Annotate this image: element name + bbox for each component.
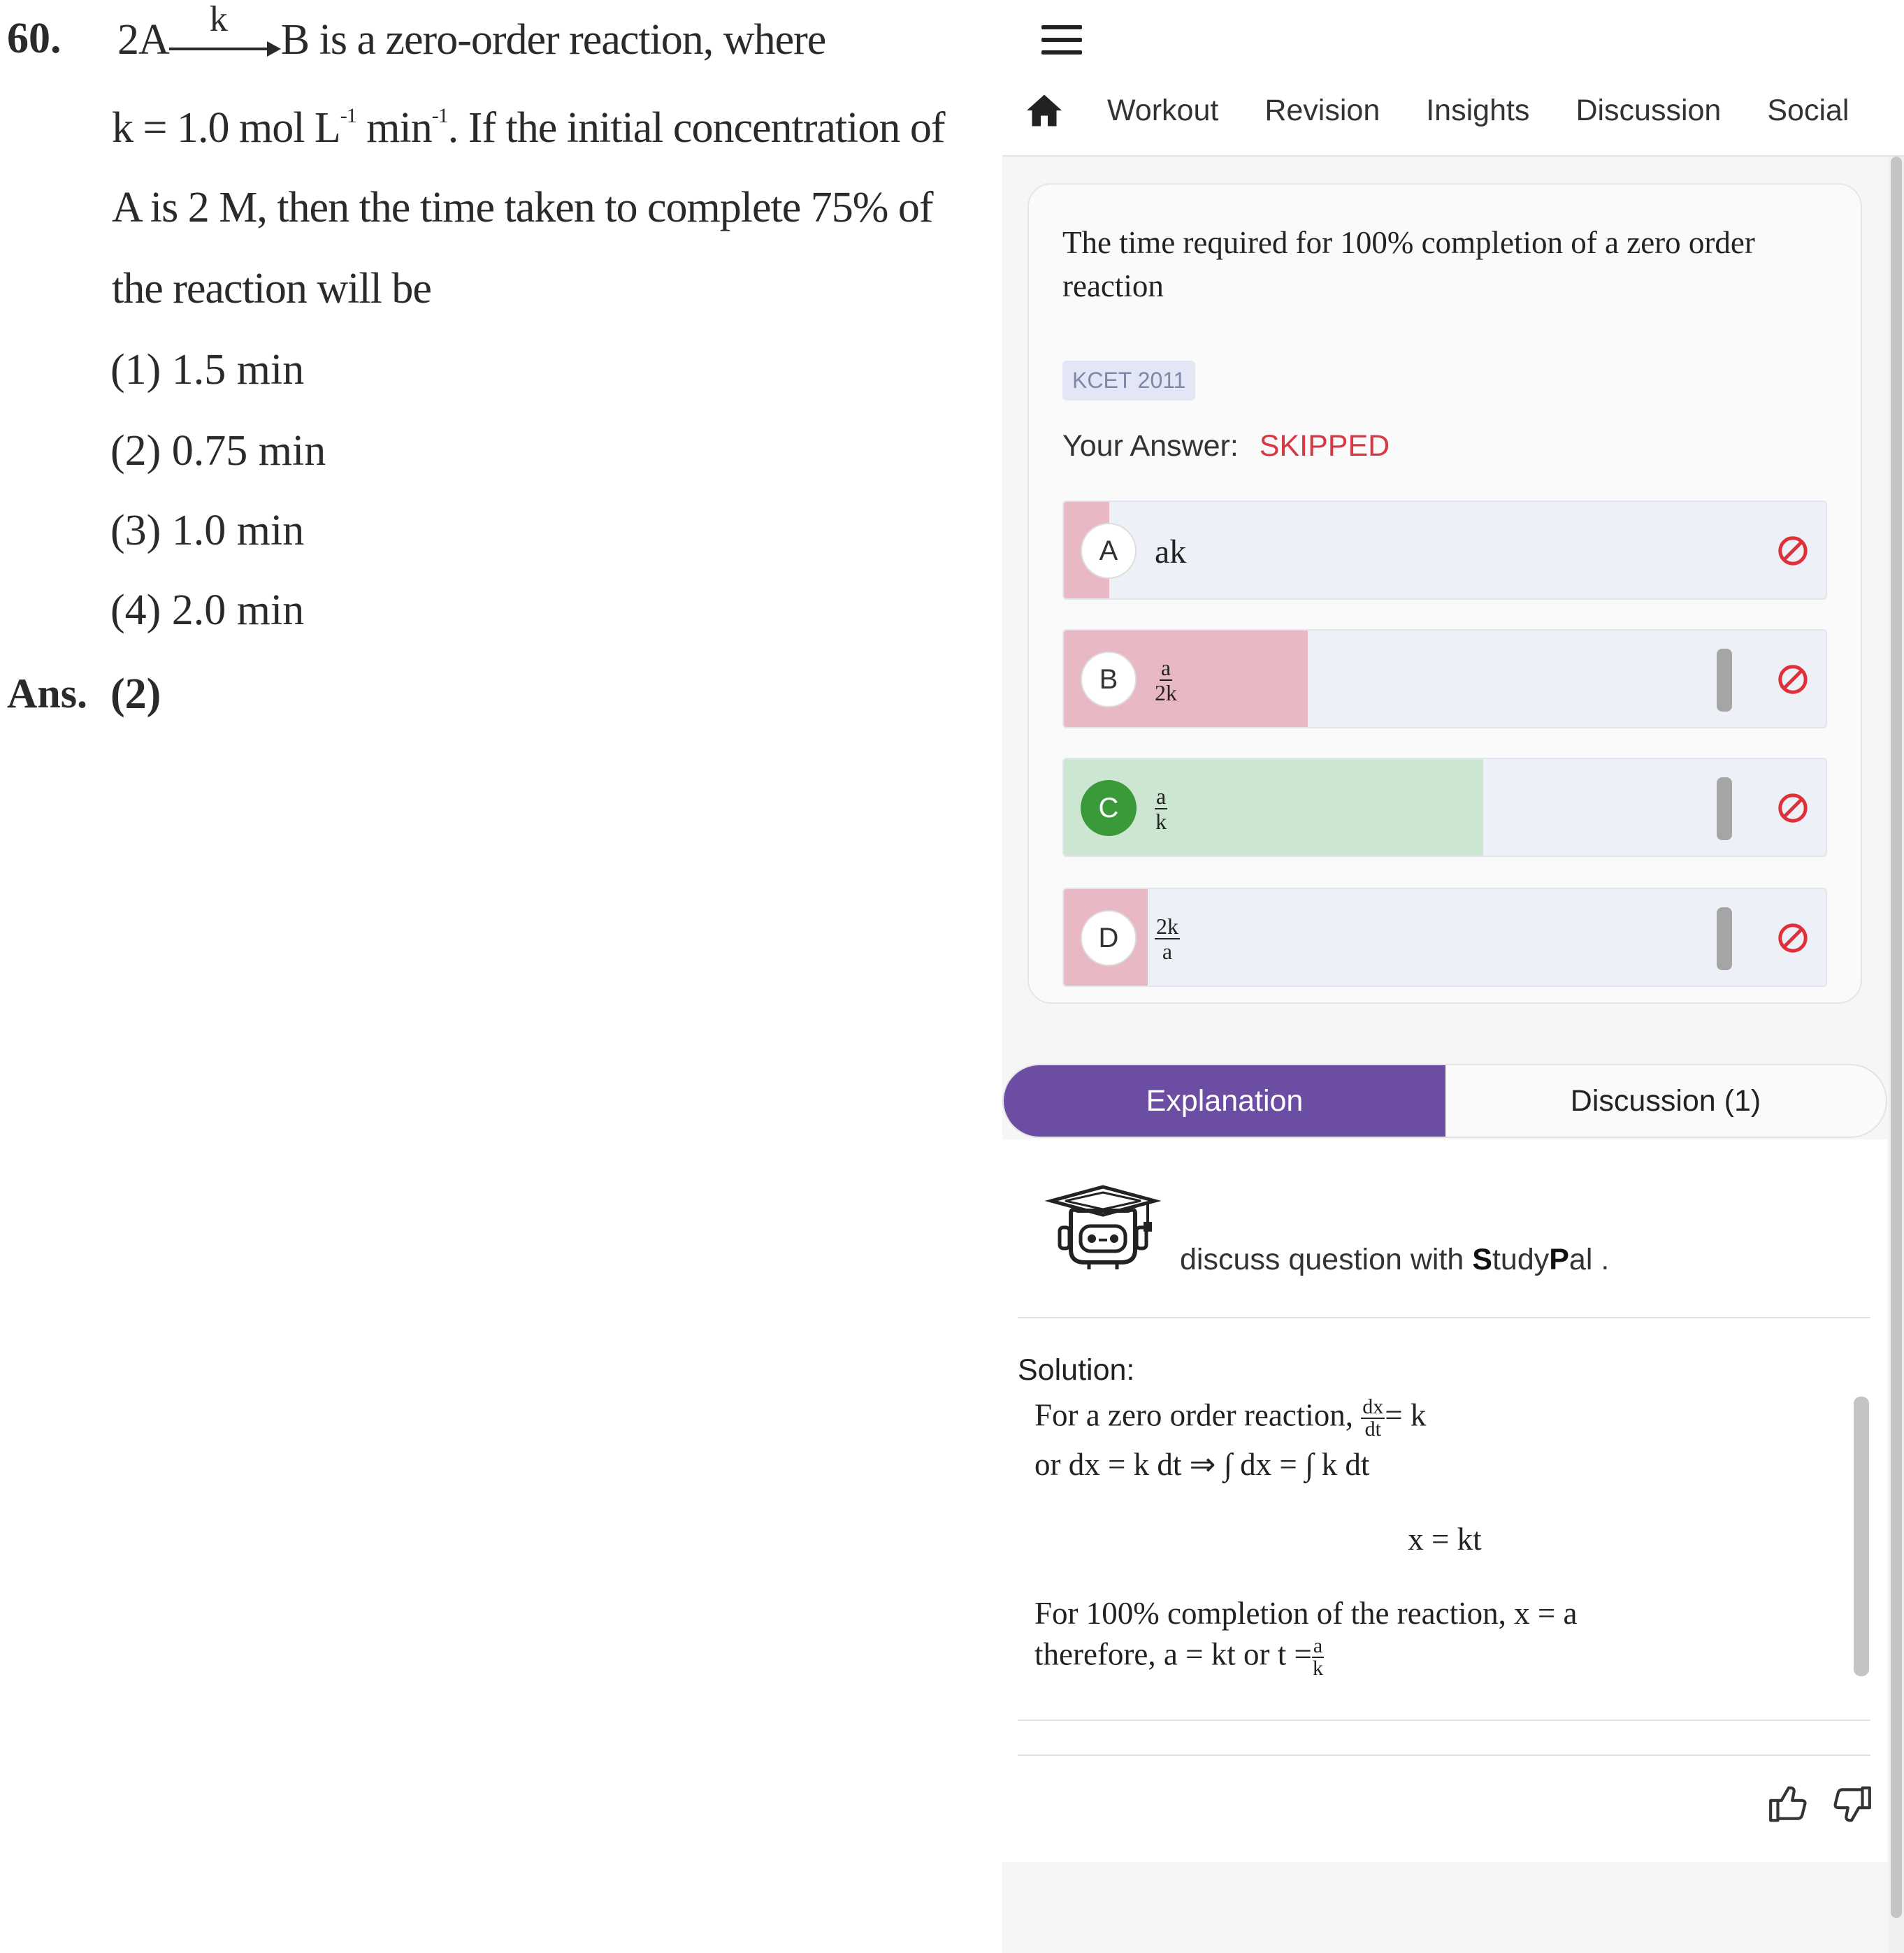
- rate-constant-label: k: [209, 0, 227, 39]
- tab-discussion[interactable]: Discussion (1): [1570, 1083, 1761, 1118]
- nav-item-revision[interactable]: Revision: [1264, 93, 1380, 127]
- studypal-robot-icon[interactable]: [1043, 1183, 1163, 1274]
- option-d-handle: [1717, 907, 1732, 970]
- solution-title: Solution:: [1018, 1353, 1135, 1387]
- reaction-description: B is a zero-order reaction, where: [280, 16, 826, 64]
- option-d-text: $\frac{2k}{a}$: [1156, 914, 1178, 964]
- option-b[interactable]: [1062, 629, 1827, 728]
- your-answer: [1062, 429, 1390, 463]
- exam-tag: KCET 2011: [1062, 361, 1195, 401]
- solution-scrollbar[interactable]: [1854, 1397, 1869, 1676]
- question-line-4: the reaction will be: [112, 265, 431, 312]
- nav-item-discussion[interactable]: Discussion: [1575, 93, 1722, 127]
- question-text: The time required for 100% completion of a zero order reaction: [1062, 225, 1755, 303]
- scan-option-3: (3) 1.0 min: [110, 507, 305, 554]
- solution-line-2: or dx = k dt ⇒ ∫ dx = ∫ k dt: [1034, 1447, 1370, 1482]
- answer-label: Ans.: [7, 670, 88, 716]
- option-c[interactable]: [1062, 758, 1827, 857]
- nav-item-workout[interactable]: Workout: [1107, 93, 1219, 127]
- home-icon[interactable]: [1023, 89, 1065, 131]
- option-c-text: $\frac{a}{k}$: [1155, 784, 1167, 834]
- question-line-1: [117, 0, 826, 66]
- eliminate-option-b-icon[interactable]: [1777, 663, 1809, 696]
- option-a-text: ak: [1155, 533, 1187, 570]
- scan-option-4: (4) 2.0 min: [110, 586, 305, 634]
- option-c-letter: C: [1081, 780, 1137, 836]
- top-bar: [1002, 0, 1904, 157]
- nav-item-insights[interactable]: Insights: [1426, 93, 1530, 127]
- eliminate-option-a-icon[interactable]: [1777, 535, 1809, 567]
- reaction-arrow: [169, 0, 281, 66]
- divider: [1018, 1720, 1870, 1721]
- scan-option-1: (1) 1.5 min: [110, 346, 305, 394]
- discuss-with-studypal-link[interactable]: discuss question with StudyPal .: [1180, 1243, 1610, 1276]
- question-line-3: A is 2 M, then the time taken to complete 75% of: [112, 184, 933, 231]
- page-scrollbar-thumb[interactable]: [1891, 157, 1902, 1918]
- explanation-panel: [1002, 1139, 1887, 1862]
- option-a[interactable]: [1062, 500, 1827, 600]
- divider: [1018, 1317, 1870, 1318]
- solution-line-5: therefore, a = kt or t = $\frac{a}{k}$: [1034, 1634, 1324, 1680]
- page-scrollbar[interactable]: [1889, 157, 1904, 1953]
- solution-line-1: For a zero order reaction, $\frac{dx}{dt}$ = k: [1034, 1395, 1427, 1441]
- scan-option-2: (2) 0.75 min: [110, 427, 326, 475]
- option-d-letter: D: [1081, 910, 1137, 966]
- question-line-2: k = 1.0 mol $L^{-1}$ $\min^{-1}$. If the initial concentration of: [112, 104, 945, 152]
- answer-value: (2): [110, 670, 161, 718]
- eliminate-option-d-icon[interactable]: [1777, 922, 1809, 954]
- solution-line-4: For 100% completion of the reaction, x = a: [1034, 1596, 1578, 1631]
- option-b-letter: B: [1081, 651, 1137, 707]
- eliminate-option-c-icon[interactable]: [1777, 792, 1809, 824]
- menu-icon[interactable]: [1041, 25, 1082, 56]
- option-a-letter: A: [1081, 523, 1137, 579]
- option-b-handle: [1717, 649, 1732, 712]
- explanation-tabs: [1002, 1064, 1887, 1138]
- your-answer-label: Your Answer:: [1062, 429, 1239, 463]
- question-card: [1027, 183, 1862, 1004]
- option-b-text: $\frac{a}{2k}$: [1155, 655, 1177, 705]
- main-nav: [1023, 89, 1895, 131]
- your-answer-value: SKIPPED: [1259, 429, 1390, 463]
- app-panel: [1002, 0, 1904, 1953]
- solution-line-3: x = kt: [1408, 1522, 1482, 1557]
- tab-explanation[interactable]: Explanation: [1004, 1065, 1445, 1137]
- divider: [1018, 1754, 1870, 1756]
- question-number: 60.: [7, 15, 62, 62]
- thumbs-up-icon[interactable]: [1767, 1782, 1810, 1826]
- reactant-text: 2A: [117, 16, 169, 64]
- option-d[interactable]: [1062, 888, 1827, 987]
- thumbs-down-icon[interactable]: [1830, 1782, 1873, 1826]
- nav-item-social[interactable]: Social: [1767, 93, 1849, 127]
- option-c-handle: [1717, 777, 1732, 840]
